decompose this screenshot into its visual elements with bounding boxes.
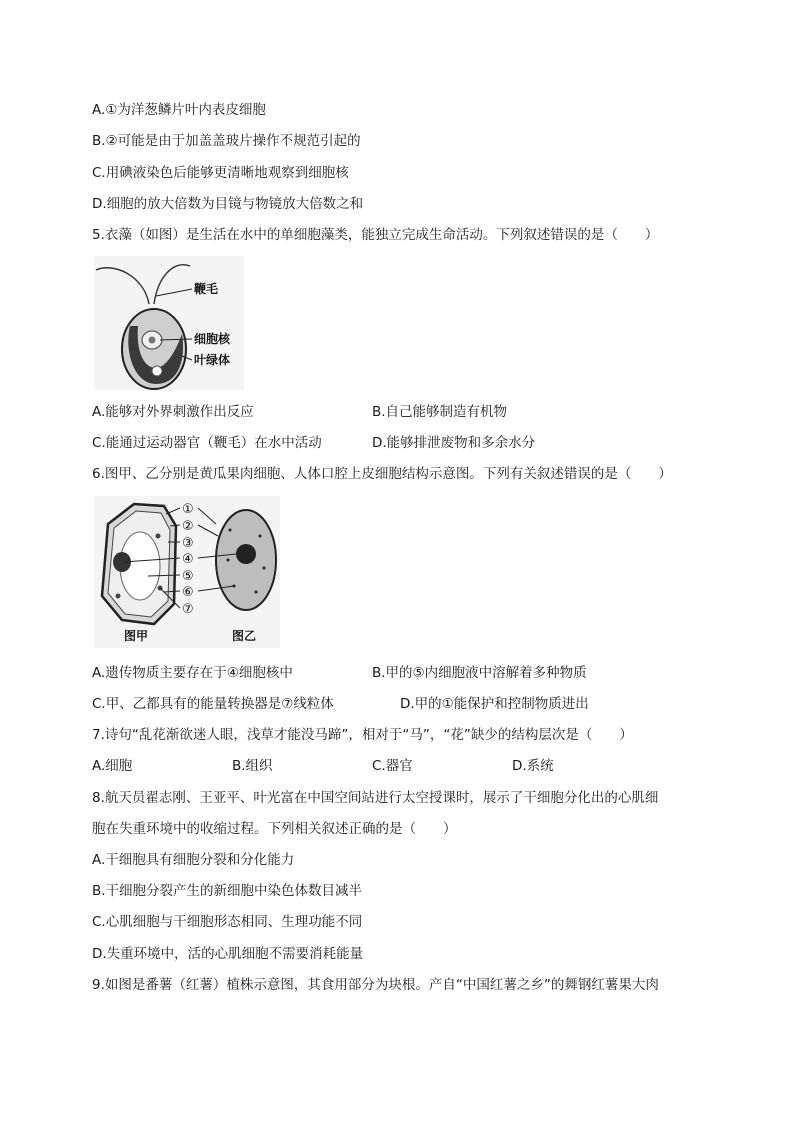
q6-stem: 6.图甲、乙分别是黄瓜果肉细胞、人体口腔上皮细胞结构示意图。下列有关叙述错误的是（ ） <box>92 466 672 482</box>
q4-option-c: C.用碘液染色后能够更清晰地观察到细胞核 <box>92 165 349 181</box>
fig-number-4: ④ <box>182 552 194 567</box>
fig-number-2: ② <box>182 519 194 534</box>
cell-structure-diagram <box>94 496 280 648</box>
q5-stem: 5.衣藻（如图）是生活在水中的单细胞藻类，能独立完成生命活动。下列叙述错误的是（ ） <box>92 227 659 243</box>
q5-option-b: B.自己能够制造有机物 <box>372 404 508 420</box>
q7-stem: 7.诗句“乱花渐欲迷人眼，浅草才能没马蹄”，相对于“马”，“花”缺少的结构层次是（ ） <box>92 727 633 743</box>
q4-option-b: B.②可能是由于加盖盖玻片操作不规范引起的 <box>92 133 361 149</box>
fig-number-5: ⑤ <box>182 569 194 584</box>
q7-option-d: D.系统 <box>512 758 554 774</box>
fig-number-6: ⑥ <box>182 585 194 600</box>
q4-option-a: A.①为洋葱鳞片叶内表皮细胞 <box>92 102 266 118</box>
q6-option-b: B.甲的⑤内细胞液中溶解着多种物质 <box>372 665 587 681</box>
q7-option-b: B.组织 <box>232 758 273 774</box>
cell-structure-figure <box>94 496 280 648</box>
fig-number-3: ③ <box>182 536 194 551</box>
q7-option-c: C.器官 <box>372 758 413 774</box>
chloroplast-label: 叶绿体 <box>194 353 231 367</box>
nucleus-label: 细胞核 <box>194 332 231 346</box>
q5-option-d: D.能够排泄废物和多余水分 <box>372 435 536 451</box>
q4-option-d: D.细胞的放大倍数为目镜与物镜放大倍数之和 <box>92 196 364 212</box>
q7-option-a: A.细胞 <box>92 758 133 774</box>
q6-option-a: A.遗传物质主要存在于④细胞核中 <box>92 665 293 681</box>
q8-option-a: A.干细胞具有细胞分裂和分化能力 <box>92 852 295 868</box>
caption-figure-a: 图甲 <box>124 629 149 643</box>
caption-figure-b: 图乙 <box>232 629 257 643</box>
flagellum-label: 鞭毛 <box>194 282 219 296</box>
chlamydomonas-figure <box>94 256 244 390</box>
q8-stem-line1: 8.航天员翟志刚、王亚平、叶光富在中国空间站进行太空授课时，展示了干细胞分化出的心肌细 <box>92 790 659 806</box>
fig-number-7: ⑦ <box>182 602 194 617</box>
fig-number-1: ① <box>182 502 194 517</box>
q6-option-d: D.甲的①能保护和控制物质进出 <box>400 696 589 712</box>
q9-stem-line1: 9.如图是番薯（红薯）植株示意图，其食用部分为块根。产自“中国红薯之乡”的舞钢红薯果大肉 <box>92 977 659 993</box>
q8-option-b: B.干细胞分裂产生的新细胞中染色体数目减半 <box>92 883 363 899</box>
q8-option-d: D.失重环境中，活的心肌细胞不需要消耗能量 <box>92 946 364 962</box>
q6-option-c: C.甲、乙都具有的能量转换器是⑦线粒体 <box>92 696 334 712</box>
q8-option-c: C.心肌细胞与干细胞形态相同、生理功能不同 <box>92 914 363 930</box>
q8-stem-line2: 胞在失重环境中的收缩过程。下列相关叙述正确的是（ ） <box>92 821 457 837</box>
q5-option-a: A.能够对外界刺激作出反应 <box>92 404 254 420</box>
chlamydomonas-diagram <box>94 256 244 390</box>
q5-option-c: C.能通过运动器官（鞭毛）在水中活动 <box>92 435 322 451</box>
